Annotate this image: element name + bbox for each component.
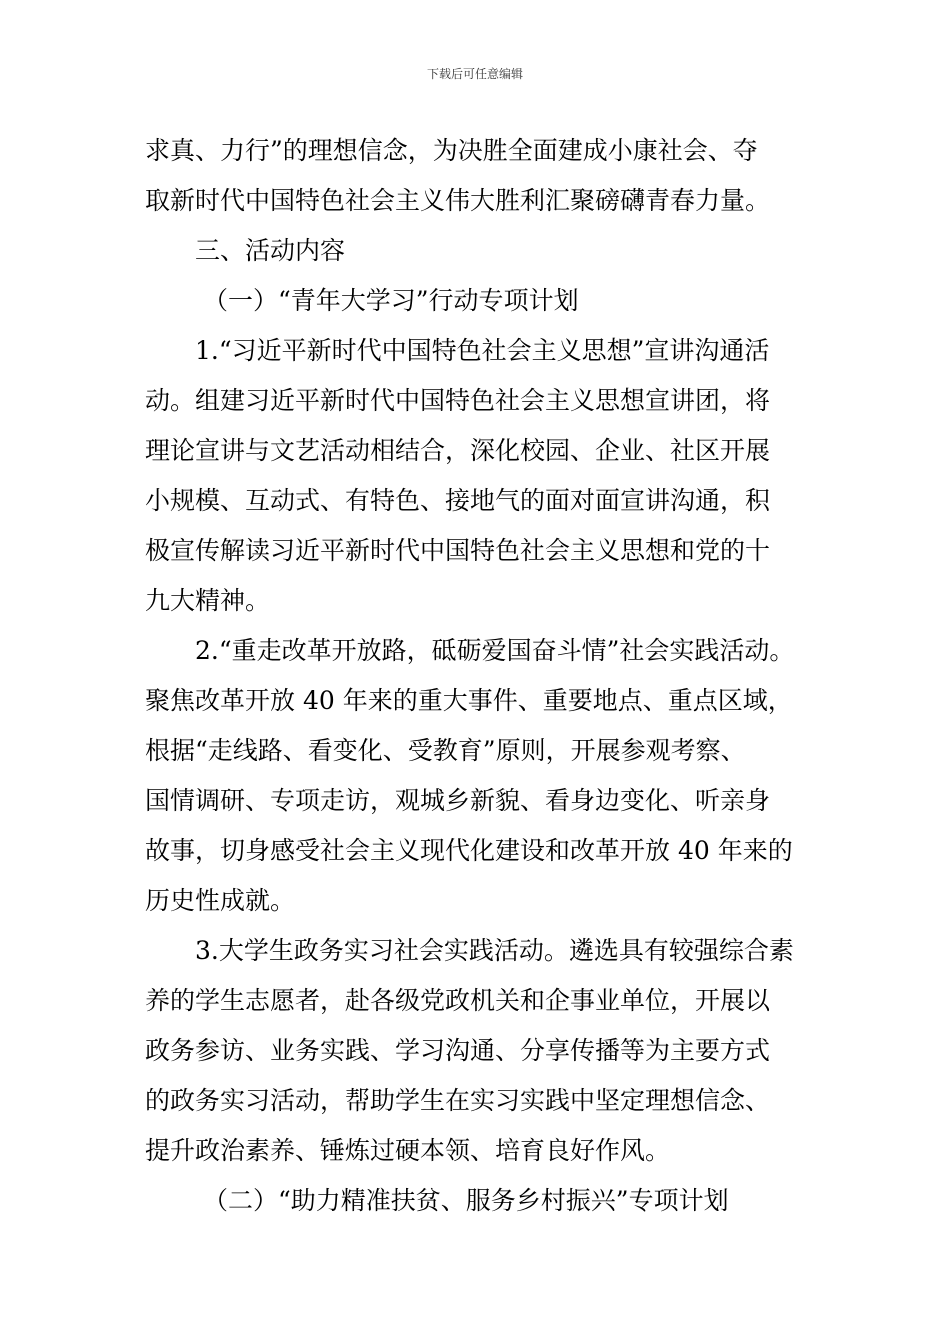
document-body [145, 126, 825, 1226]
text-line: （二）“助力精准扶贫、服务乡村振兴”专项计划 [203, 1186, 729, 1215]
text-line: 历史性成就。 [145, 886, 296, 915]
text-line: （一）“青年大学习”行动专项计划 [203, 286, 579, 315]
text-line: 三、活动内容 [195, 236, 346, 265]
text-line: 国情调研、专项走访，观城乡新貌、看身边变化、听亲身 [145, 786, 771, 815]
text-line: 求真、力行”的理想信念，为决胜全面建成小康社会、夺 [145, 136, 758, 165]
page-header: 下载后可任意编辑 [426, 67, 523, 81]
text-line: 极宣传解读习近平新时代中国特色社会主义思想和党的十 [145, 536, 771, 565]
text-line: 小规模、互动式、有特色、接地气的面对面宣讲沟通，积 [145, 486, 771, 515]
text-line: 九大精神。 [145, 586, 271, 615]
text-line: 的政务实习活动，帮助学生在实习实践中坚定理想信念、 [145, 1086, 771, 1115]
text-line: 2.“重走改革开放路，砥砺爱国奋斗情”社会实践活动。 [195, 636, 795, 665]
text-line: 3.大学生政务实习社会实践活动。遴选具有较强综合素 [195, 936, 794, 965]
text-line: 提升政治素养、锤炼过硬本领、培育良好作风。 [145, 1136, 671, 1165]
text-line: 故事，切身感受社会主义现代化建设和改革开放 40 年来的 [145, 836, 793, 865]
text-line: 根据“走线路、看变化、受教育”原则，开展参观考察、 [145, 736, 746, 765]
text-line: 取新时代中国特色社会主义伟大胜利汇聚磅礴青春力量。 [145, 186, 771, 215]
text-line: 养的学生志愿者，赴各级党政机关和企事业单位，开展以 [145, 986, 771, 1015]
text-line: 动。组建习近平新时代中国特色社会主义思想宣讲团，将 [145, 386, 771, 415]
text-line: 理论宣讲与文艺活动相结合，深化校园、企业、社区开展 [145, 436, 771, 465]
text-line: 政务参访、业务实践、学习沟通、分享传播等为主要方式 [145, 1036, 771, 1065]
text-line: 聚焦改革开放 40 年来的重大事件、重要地点、重点区域， [145, 686, 793, 715]
text-line: 1.“习近平新时代中国特色社会主义思想”宣讲沟通活 [195, 336, 770, 365]
